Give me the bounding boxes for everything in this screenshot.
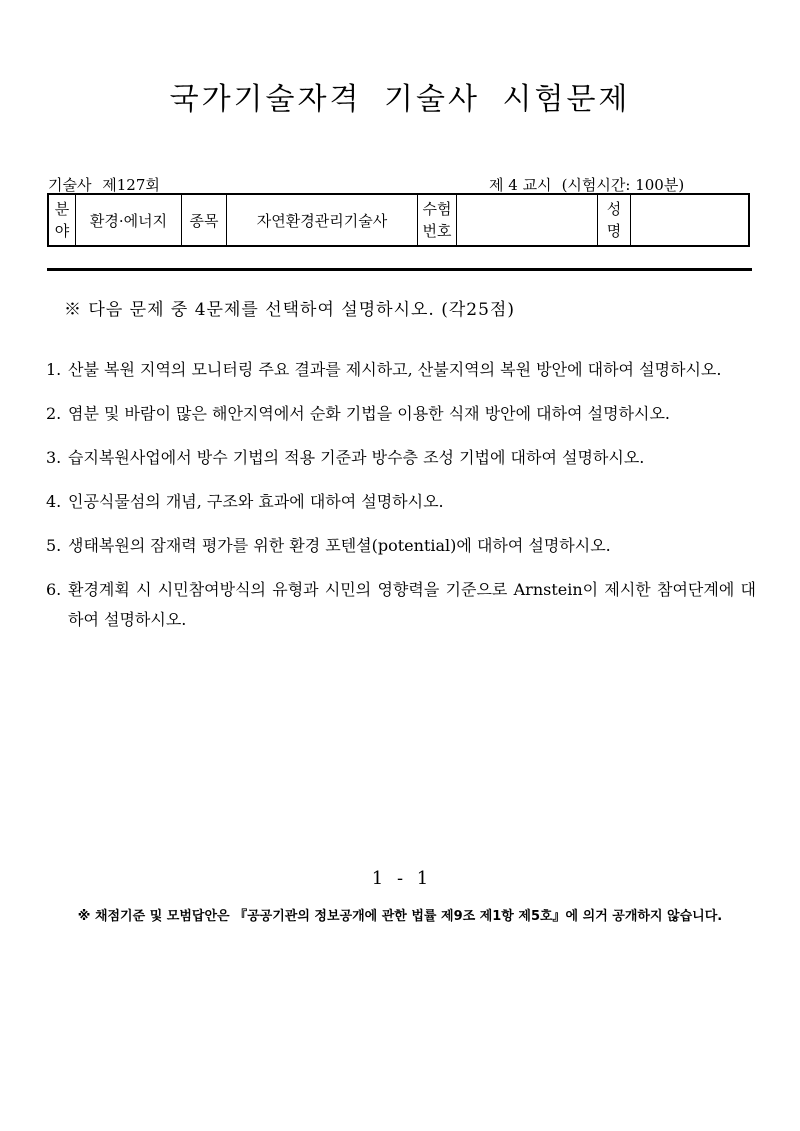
field-label-bottom: 야: [54, 222, 70, 240]
name-label-top: 성: [606, 200, 622, 218]
name-field[interactable]: [631, 194, 750, 246]
page-number: 1 - 1: [371, 868, 429, 889]
field-label-cell: [48, 194, 76, 246]
question-item: [46, 355, 756, 385]
question-number: 5.: [46, 536, 62, 555]
question-number: 6.: [46, 580, 62, 599]
page-title: 국가기술자격 기술사 시험문제: [169, 82, 631, 117]
footer-notice: ※ 채점기준 및 모범답안은 『공공기관의 정보공개에 관한 법률 제9조 제1항 제5호』에 의거 공개하지 않습니다.: [77, 909, 723, 924]
exam-info-table: [47, 193, 750, 247]
question-text: 환경계획 시 시민참여방식의 유형과 시민의 영향력을 기준으로 Arnstein이 제시한 참여단계에 대하여 설명하시오.: [68, 580, 756, 629]
question-text: 생태복원의 잠재력 평가를 위한 환경 포텐셜(potential)에 대하여 설명하시오.: [68, 536, 611, 555]
session-label: 제 4 교시: [489, 176, 552, 194]
question-number: 3.: [46, 448, 62, 467]
question-list: [46, 355, 756, 649]
instruction: ※ 다음 문제 중 4문제를 선택하여 설명하시오. (각25점): [64, 300, 515, 320]
question-text: 습지복원사업에서 방수 기법의 적용 기준과 방수층 조성 기법에 대하여 설명하시오.: [68, 448, 645, 467]
name-label-bottom: 명: [606, 222, 622, 240]
question-number: 4.: [46, 492, 62, 511]
exam-number-field[interactable]: [457, 194, 598, 246]
question-item: [46, 487, 756, 517]
exam-time: (시험시간: 100분): [561, 176, 685, 194]
exam-number-label-top: 수험: [422, 200, 452, 218]
exam-level: 기술사 제127회: [48, 176, 160, 194]
question-item: [46, 443, 756, 473]
question-text: 염분 및 바람이 많은 해안지역에서 순화 기법을 이용한 식재 방안에 대하여 설명하시오.: [68, 404, 670, 423]
divider: [47, 268, 752, 271]
question-number: 1.: [46, 360, 62, 379]
exam-number-label-cell: [418, 194, 457, 246]
question-item: [46, 575, 756, 635]
question-text: 인공식물섬의 개념, 구조와 효과에 대하여 설명하시오.: [68, 492, 444, 511]
question-item: [46, 531, 756, 561]
question-text: 산불 복원 지역의 모니터링 주요 결과를 제시하고, 산불지역의 복원 방안에 대하여 설명하시오.: [68, 360, 722, 379]
exam-number-label-bottom: 번호: [422, 222, 452, 240]
field-label-top: 분: [54, 200, 70, 218]
question-item: [46, 399, 756, 429]
category-label: 종목: [182, 194, 227, 246]
session-info: [489, 174, 694, 195]
field-value: 환경·에너지: [76, 194, 182, 246]
question-number: 2.: [46, 404, 62, 423]
category-value: 자연환경관리기술사: [227, 194, 418, 246]
name-label-cell: [598, 194, 631, 246]
